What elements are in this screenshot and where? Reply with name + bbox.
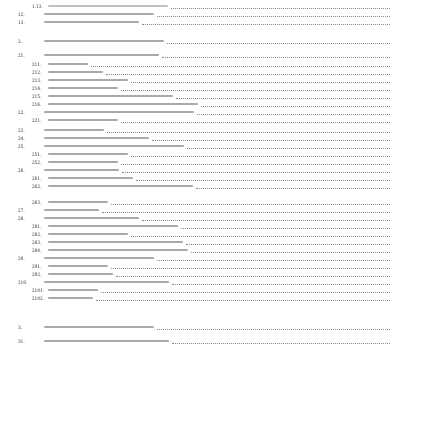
toc-dot-leader [172, 343, 390, 344]
toc-entry-title [48, 161, 118, 163]
toc-dot-leader [106, 74, 390, 75]
toc-entry-row [0, 337, 425, 346]
toc-entry-number: 213. [32, 78, 42, 83]
toc-entry-title [44, 340, 169, 342]
toc-dot-leader [142, 220, 390, 221]
toc-entry-number: 211. [32, 62, 42, 67]
toc-entry-title [44, 217, 139, 219]
toc-entry-number: 29. [18, 256, 25, 261]
toc-entry-title [44, 209, 99, 211]
toc-entry-title [44, 129, 104, 131]
toc-dot-leader [136, 180, 390, 181]
toc-entry-row [0, 116, 425, 125]
toc-entry-number: 21. [18, 53, 25, 58]
toc-dot-leader [157, 329, 390, 330]
toc-dot-leader [116, 276, 390, 277]
toc-entry-title [48, 233, 128, 235]
toc-entry-title [48, 225, 178, 227]
toc-entry-number: 262. [32, 184, 42, 189]
toc-dot-leader [191, 252, 390, 253]
toc-entry-number: 283. [32, 240, 42, 245]
toc-dot-leader [96, 300, 390, 301]
toc-entry-title [44, 326, 154, 328]
toc-entry-number: 2101. [32, 288, 44, 293]
toc-dot-leader [101, 292, 390, 293]
toc-entry-title [48, 87, 118, 89]
toc-entry-number: 215. [32, 94, 42, 99]
toc-dot-leader [111, 268, 390, 269]
toc-entry-number: 261. [32, 176, 42, 181]
toc-dot-leader [152, 140, 390, 141]
toc-entry-number: 252. [32, 160, 42, 165]
toc-dot-leader [201, 106, 390, 107]
toc-entry-title [48, 153, 128, 155]
toc-entry-title [48, 103, 198, 105]
toc-dot-leader [131, 156, 390, 157]
toc-entry-number: 2. [18, 39, 22, 44]
toc-entry-title [44, 145, 184, 147]
toc-entry-title [48, 289, 98, 291]
toc-dot-leader [142, 24, 390, 25]
toc-entry-title [48, 273, 113, 275]
toc-entry-title [44, 169, 119, 171]
toc-entry-number: 26. [18, 168, 25, 173]
toc-entry-number: 12. [18, 12, 25, 17]
toc-dot-leader [121, 90, 390, 91]
toc-entry-number: 210. [18, 280, 28, 285]
toc-entry-number: 1.13. [32, 4, 43, 9]
toc-entry-row [0, 51, 425, 60]
toc-entry-row [0, 294, 425, 303]
toc-entry-number: 214. [32, 86, 42, 91]
toc-entry-title [48, 241, 183, 243]
toc-entry-title [48, 177, 133, 179]
toc-entry-number: 291. [32, 264, 42, 269]
toc-dot-leader [122, 172, 390, 173]
toc-entry-number: 22. [18, 110, 25, 115]
toc-dot-leader [187, 148, 390, 149]
toc-entry-title [48, 71, 103, 73]
toc-dot-leader [181, 228, 390, 229]
toc-dot-leader [196, 188, 390, 189]
toc-entry-title [48, 63, 88, 65]
toc-entry-title [44, 21, 139, 23]
toc-entry-title [44, 40, 164, 42]
toc-entry-number: 282. [32, 232, 42, 237]
toc-entry-number: 212. [32, 70, 42, 75]
toc-entry-title [44, 281, 169, 283]
toc-dot-leader [121, 122, 390, 123]
toc-dot-leader [131, 236, 390, 237]
toc-dot-leader [157, 260, 390, 261]
toc-entry-number: 251. [32, 152, 42, 157]
toc-entry-title [48, 119, 118, 121]
toc-entry-title [48, 249, 188, 251]
toc-dot-leader [176, 98, 390, 99]
toc-entry-title [48, 79, 128, 81]
toc-dot-leader [131, 82, 390, 83]
toc-dot-leader [157, 16, 390, 17]
toc-dot-leader [107, 132, 390, 133]
toc-entry-number: 13. [18, 20, 25, 25]
toc-dot-leader [172, 284, 390, 285]
toc-entry-row [0, 18, 425, 27]
toc-dot-leader [102, 212, 390, 213]
toc-dot-leader [111, 204, 390, 205]
toc-entry-title [44, 54, 159, 56]
toc-entry-number: 31. [18, 339, 25, 344]
toc-entry-title [44, 13, 154, 15]
toc-entry-number: 284. [32, 248, 42, 253]
toc-dot-leader [91, 66, 390, 67]
toc-entry-title [48, 201, 108, 203]
toc-entry-title [44, 257, 154, 259]
toc-section-row [0, 323, 425, 332]
toc-entry-number: 25. [18, 144, 25, 149]
toc-entry-number: 23. [18, 128, 25, 133]
toc-section-row [0, 37, 425, 46]
toc-entry-number: 221. [32, 118, 42, 123]
toc-entry-title [44, 137, 149, 139]
toc-dot-leader [121, 164, 390, 165]
toc-entry-number: 3. [18, 325, 22, 330]
toc-entry-title [48, 5, 168, 7]
toc-entry-number: 28. [18, 216, 25, 221]
toc-entry-title [44, 111, 194, 113]
toc-dot-leader [197, 114, 390, 115]
toc-entry-number: 2102. [32, 296, 44, 301]
toc-entry-number: 281. [32, 224, 42, 229]
toc-entry-title [48, 185, 193, 187]
toc-entry-number: 263. [32, 200, 42, 205]
toc-entry-number: 27. [18, 208, 25, 213]
toc-entry-row [0, 182, 425, 191]
toc-entry-number: 216. [32, 102, 42, 107]
toc-entry-title [48, 297, 93, 299]
toc-entry-number: 24. [18, 136, 25, 141]
toc-entry-number: 292. [32, 272, 42, 277]
toc-dot-leader [186, 244, 390, 245]
toc-dot-leader [171, 8, 390, 9]
toc-dot-leader [162, 57, 390, 58]
toc-entry-title [48, 95, 173, 97]
toc-dot-leader [167, 43, 390, 44]
toc-entry-title [48, 265, 108, 267]
